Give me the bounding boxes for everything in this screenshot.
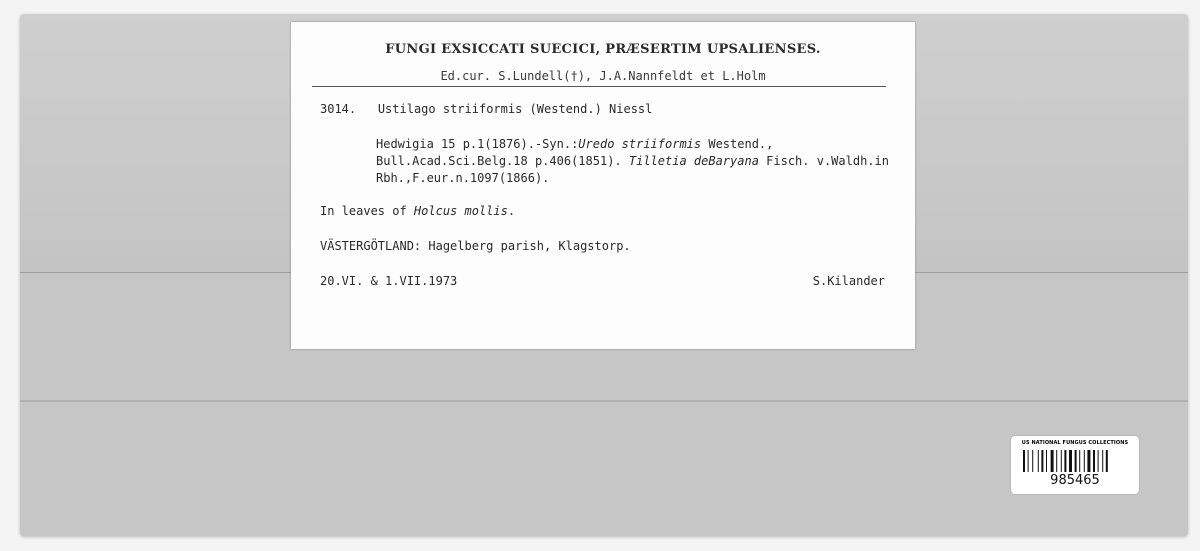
host-prefix: In leaves of: [320, 204, 414, 218]
locality-line: VÄSTERGÖTLAND: Hagelberg parish, Klagstorp.: [320, 239, 631, 253]
citation-block: [376, 136, 896, 187]
host-species: Holcus mollis: [413, 204, 508, 218]
barcode-number: 985465: [1050, 473, 1100, 488]
packet-fold-line: [20, 400, 1188, 402]
collector-name: S.Kilander: [812, 274, 885, 288]
barcode-label: [1011, 436, 1139, 494]
editors-line: Ed.cur. S.Lundell(†), J.A.Nannfeldt et L.Holm: [440, 69, 766, 83]
header-divider: [312, 86, 886, 87]
barcode-icon: [1023, 450, 1127, 472]
specimen-label: [291, 22, 915, 349]
citation-segment: Tilletia deBaryana: [628, 154, 759, 168]
taxon-name: Ustilago striiformis (Westend.) Niessl: [377, 102, 653, 116]
exsiccata-number: 3014.: [320, 102, 357, 116]
series-title: FUNGI EXSICCATI SUECICI, PRÆSERTIM UPSALIENSES.: [385, 42, 821, 57]
citation-segment: Westend., Bull.Acad.Sci.Belg.18 p.406(1851).: [376, 137, 774, 168]
host-line: [320, 204, 515, 218]
citation-segment: Hedwigia 15 p.1(1876).-Syn.:: [376, 137, 579, 151]
taxon-line: [320, 102, 652, 116]
collection-date: 20.VI. & 1.VII.1973: [320, 274, 458, 288]
barcode-institution: US NATIONAL FUNGUS COLLECTIONS: [1021, 440, 1129, 446]
citation-segment: Uredo striiformis: [578, 137, 702, 151]
citation-segment: Fisch. v.Waldh.in Rbh.,F.eur.n.1097(1866).: [376, 154, 889, 185]
host-suffix: .: [507, 204, 516, 218]
